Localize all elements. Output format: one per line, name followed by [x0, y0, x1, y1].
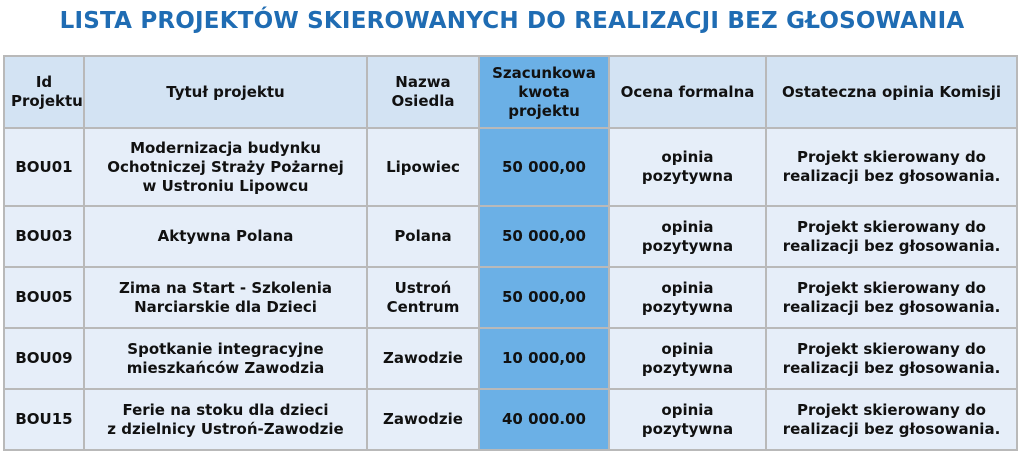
cell-line: Zima na Start - Szkolenia [118, 278, 333, 297]
cell-formal [609, 128, 766, 206]
table-row [4, 128, 1017, 206]
cell-line: opinia [661, 278, 714, 297]
cell-line: Projekt skierowany do [796, 400, 986, 419]
column-header-district [367, 56, 479, 128]
header-line: Id [35, 73, 53, 91]
header-line: Ocena formalna [620, 82, 755, 101]
cell-opinion [766, 128, 1017, 206]
table-row [4, 206, 1017, 267]
cell-formal [609, 389, 766, 450]
cell-amount: 40 000.00 [479, 389, 609, 450]
cell-district [367, 328, 479, 389]
column-header-opinion [766, 56, 1017, 128]
cell-title [84, 206, 367, 267]
cell-opinion [766, 267, 1017, 328]
cell-title [84, 267, 367, 328]
cell-line: opinia [661, 148, 714, 166]
column-header-amount [479, 56, 609, 128]
cell-line: z dzielnicy Ustroń-Zawodzie [107, 419, 344, 438]
cell-line: opinia [661, 339, 714, 358]
cell-line: opinia [661, 400, 714, 419]
projects-table [3, 55, 1018, 451]
cell-line: realizacji bez głosowania. [782, 358, 1001, 377]
page-title: LISTA PROJEKTÓW SKIEROWANYCH DO REALIZACJI BEZ GŁOSOWANIA [59, 8, 965, 34]
cell-line: realizacji bez głosowania. [782, 236, 1001, 255]
cell-district [367, 206, 479, 267]
table-row [4, 389, 1017, 450]
cell-line: Centrum [386, 297, 460, 316]
cell-formal [609, 328, 766, 389]
header-line: Szacunkowa [492, 63, 596, 82]
cell-line: Projekt skierowany do [796, 339, 986, 358]
cell-line: opinia [661, 217, 714, 236]
cell-district [367, 128, 479, 206]
table-header-row [4, 56, 1017, 128]
header-line: kwota [518, 82, 570, 101]
cell-line: pozytywna [641, 358, 734, 377]
cell-line: pozytywna [641, 236, 734, 255]
cell-district [367, 389, 479, 450]
cell-line: Spotkanie integracyjne [127, 339, 324, 358]
cell-line: w Ustroniu Lipowcu [142, 176, 309, 195]
cell-line: realizacji bez głosowania. [782, 419, 1001, 438]
column-header-formal [609, 56, 766, 128]
cell-line: Narciarskie dla Dzieci [134, 297, 317, 316]
cell-id: BOU05 [4, 267, 84, 328]
header-line: Projektu [11, 92, 83, 110]
cell-id: BOU09 [4, 328, 84, 389]
table-row [4, 267, 1017, 328]
cell-id: BOU15 [4, 389, 84, 450]
column-header-title [84, 56, 367, 128]
cell-amount: 50 000,00 [479, 128, 609, 206]
cell-line: Polana [394, 227, 452, 245]
cell-opinion [766, 328, 1017, 389]
cell-line: Ferie na stoku dla dzieci [122, 400, 329, 419]
cell-line: pozytywna [641, 419, 734, 438]
cell-line: Ochotniczej Straży Pożarnej [107, 157, 344, 176]
column-header-id [4, 56, 84, 128]
header-line: Osiedla [391, 92, 455, 110]
cell-line: pozytywna [641, 167, 734, 185]
cell-title [84, 128, 367, 206]
cell-line: Aktywna Polana [157, 227, 294, 245]
cell-opinion [766, 206, 1017, 267]
cell-line: Projekt skierowany do [796, 148, 986, 166]
cell-formal [609, 206, 766, 267]
cell-line: Zawodzie [383, 410, 463, 428]
cell-line: Zawodzie [383, 349, 463, 367]
cell-line: Modernizacja budynku [130, 138, 321, 157]
cell-title [84, 389, 367, 450]
cell-district [367, 267, 479, 328]
cell-line: Lipowiec [386, 157, 460, 176]
table-row [4, 328, 1017, 389]
cell-formal [609, 267, 766, 328]
cell-line: realizacji bez głosowania. [782, 297, 1001, 316]
cell-line: realizacji bez głosowania. [782, 167, 1001, 185]
cell-amount: 50 000,00 [479, 206, 609, 267]
cell-amount: 10 000,00 [479, 328, 609, 389]
cell-id: BOU01 [4, 128, 84, 206]
cell-line: pozytywna [641, 297, 734, 316]
header-line: Tytuł projektu [166, 82, 285, 101]
cell-id: BOU03 [4, 206, 84, 267]
cell-opinion [766, 389, 1017, 450]
header-line: Nazwa [395, 73, 451, 91]
cell-amount: 50 000,00 [479, 267, 609, 328]
header-line: projektu [508, 101, 580, 120]
cell-line: Ustroń [394, 278, 452, 297]
cell-title [84, 328, 367, 389]
cell-line: Projekt skierowany do [796, 278, 986, 297]
cell-line: Projekt skierowany do [796, 217, 986, 236]
header-line: Ostateczna opinia Komisji [782, 82, 1001, 101]
cell-line: mieszkańców Zawodzia [126, 358, 325, 377]
